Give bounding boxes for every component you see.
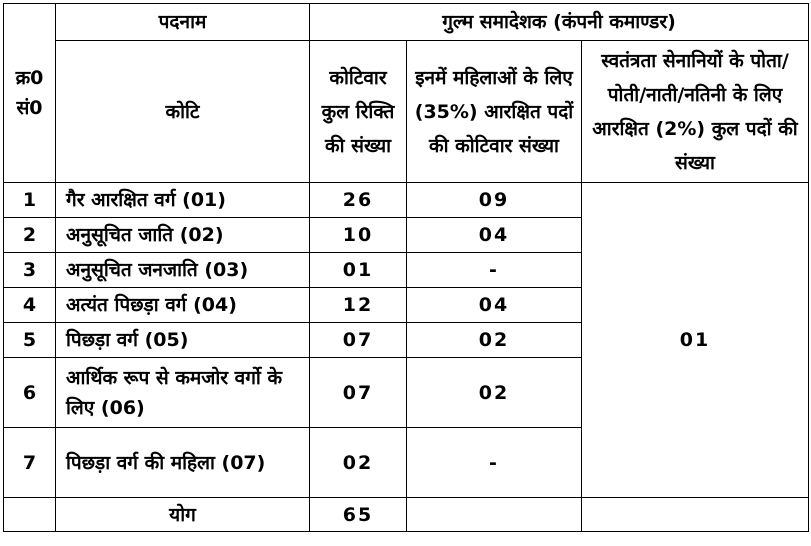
row-women: -	[407, 253, 582, 288]
group-title-header: गुल्म समादेशक (कंपनी कमाण्डर)	[310, 4, 809, 41]
row-serial: 7	[4, 428, 56, 498]
row-category: पिछड़ा वर्ग की महिला (07)	[56, 428, 310, 498]
row-vacancies: 01	[310, 253, 407, 288]
row-women: 02	[407, 358, 582, 428]
row-vacancies: 07	[310, 323, 407, 358]
header-row-bottom	[4, 41, 809, 183]
row-serial: 1	[4, 183, 56, 218]
row-serial: 6	[4, 358, 56, 428]
row-category: अत्यंत पिछड़ा वर्ग (04)	[56, 288, 310, 323]
total-freedom-empty	[582, 498, 809, 532]
total-vacancies: 65	[310, 498, 407, 532]
serial-header: क्र0 सं0	[4, 4, 56, 183]
table-row	[4, 183, 809, 218]
row-category: पिछड़ा वर्ग (05)	[56, 323, 310, 358]
row-serial: 2	[4, 218, 56, 253]
freedom-total-cell: 01	[582, 183, 809, 498]
row-category: आर्थिक रूप से कमजोर वर्गो के लिए (06)	[56, 358, 310, 428]
row-serial: 5	[4, 323, 56, 358]
vacancies-header: कोटिवार कुल रिक्ति की संख्या	[310, 41, 407, 183]
row-vacancies: 26	[310, 183, 407, 218]
total-row	[4, 498, 809, 532]
row-vacancies: 02	[310, 428, 407, 498]
women-header: इनमें महिलाओं के लिए (35%) आरक्षित पदों की कोटिवार संख्या	[407, 41, 582, 183]
row-women: 04	[407, 218, 582, 253]
freedom-header: स्वतंत्रता सेनानियों के पोता/पोती/नाती/नतिनी के लिए आरक्षित (2%) कुल पदों की संख्या	[582, 41, 809, 183]
row-serial: 3	[4, 253, 56, 288]
total-label: योग	[56, 498, 310, 532]
row-category: गैर आरक्षित वर्ग (01)	[56, 183, 310, 218]
post-name-header: पदनाम	[56, 4, 310, 41]
row-category: अनुसूचित जनजाति (03)	[56, 253, 310, 288]
row-women: 04	[407, 288, 582, 323]
total-women-empty	[407, 498, 582, 532]
row-vacancies: 07	[310, 358, 407, 428]
vacancy-table	[3, 3, 809, 532]
row-women: -	[407, 428, 582, 498]
total-serial-empty	[4, 498, 56, 532]
category-header: कोटि	[56, 41, 310, 183]
row-category: अनुसूचित जाति (02)	[56, 218, 310, 253]
row-serial: 4	[4, 288, 56, 323]
row-vacancies: 12	[310, 288, 407, 323]
row-vacancies: 10	[310, 218, 407, 253]
row-women: 09	[407, 183, 582, 218]
header-row-top	[4, 4, 809, 41]
row-women: 02	[407, 323, 582, 358]
